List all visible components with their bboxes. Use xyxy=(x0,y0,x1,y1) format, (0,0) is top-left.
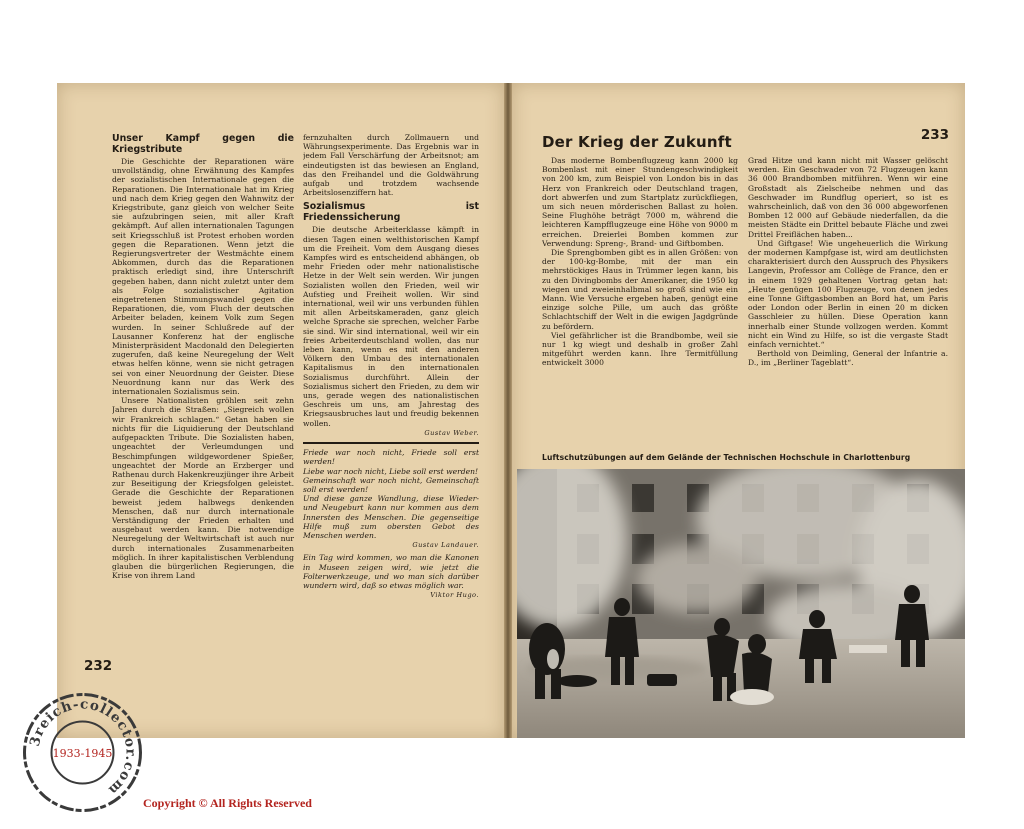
paragraph: Die deutsche Arbeiterklasse kämpft in diesen Tagen einen welthistorischen Kampf um die Freiheit. Vom dem Ausgang dieses Kampfes wird es entscheidend abhängen, ob mehr Frieden oder mehr nationalistische Hetze in der Welt sein werden. Wir jungen Sozialisten wollen den Frieden, weil wir Aufstieg und Freiheit wollen. Wir sind international, weil wir uns verbunden fühlen mit allen Arbeitskameraden, ganz gleich welche Sprache sie sprechen, welcher Farbe sie sind. Wir sind international, weil wir ein freies Arbeiterdeutschland wollen, das nur leben kann, wenn es mit den anderen Völkern den Umbau des internationalen Kapitalismus in den internationalen Sozialismus durchführt. Allein der Sozialismus sichert den Frieden, zu dem wir uns, gerade wegen des nationalistischen Geschreis um uns, am Jahrestag des Kriegsausbruches laut und freudig bekennen wollen. xyxy=(303,225,479,428)
quote-line: Gemeinschaft war noch nicht, Gemeinschaft soll erst werden! xyxy=(303,475,479,494)
photo-illustration xyxy=(517,469,965,738)
quote-line: Und diese ganze Wandlung, diese Wieder- und Neugeburt kann nur kommen aus dem Innersten des Menschen. Die gegenseitige Hilfe muß zum obersten Gebot des Menschen werden. xyxy=(303,494,479,540)
signature: Gustav Weber. xyxy=(424,428,479,437)
quote-line: Ein Tag wird kommen, wo man die Kanonen in Museen zeigen wird, wie jetzt die Folterwerkzeuge, und wo man sich darüber wundern wird, daß so etwas möglich war. xyxy=(303,553,479,590)
left-column-1 xyxy=(112,133,294,715)
divider xyxy=(303,442,479,444)
attribution: Berthold von Deimling, General der Infantrie a. D., im „Berliner Tageblatt“. xyxy=(748,349,948,368)
page-number: 233 xyxy=(920,127,949,143)
stamp-ring-text: 3reich-collector.com xyxy=(26,696,139,799)
paragraph: Und Giftgase! Wie ungeheuerlich die Wirkung der modernen Kampfgase ist, wird am deutlichsten charakterisiert durch den Ausspruch des Physikers Langevin, Professor am Collège de France, den er in einem 1929 gehaltenen Vortrag getan hat: „Heute genügen 100 Flugzeuge, von denen jedes eine Tonne Giftgasbomben an Bord hat, um Paris oder London oder Berlin in einen 20 m dicken Gasschleier zu hüllen. Diese Operation kann innerhalb einer Stunde vollzogen werden. Kommt nicht ein Wind zu Hilfe, so ist die vergaste Stadt einfach vernichtet.“ xyxy=(748,238,948,350)
paragraph: Unsere Nationalisten gröhlen seit zehn Jahren durch die Straßen: „Siegreich wollen wir Frankreich schlagen.“ Getan haben sie nichts für die Liquidierung der Deutschland aufgepackten Tribute. Die Sozialisten haben, ungeachtet der Verleumdungen und Beschimpfungen wildgewordener Spießer, ungeachtet der Morde an Erzberger und Rathenau durch Hakenkreuzjünger ihre Arbeit zur Beseitigung der Kriegsfolgen geleistet. Gerade die Geschichte der Reparationen beweist jedem halbwegs denkenden Menschen, daß nur durch internationale Verständigung der Frieden erhalten und ausgebaut werden kann. Die notwendige Neuregelung der Weltwirtschaft ist auch nur durch internationales Zusammenarbeiten möglich. In ihrer kapitalistischen Verblendung glauben die bürgerlichen Regierungen, die Krise von ihrem Land xyxy=(112,396,294,581)
paragraph: Grad Hitze und kann nicht mit Wasser gelöscht werden. Ein Geschwader von 72 Flugzeugen kann 36 000 Brandbomben mitführen. Wenn wir eine Großstadt als Zielscheibe nehmen und das Geschwader im Rundflug operiert, so ist es wahrscheinlich, daß von den 36 000 abgeworfenen Bomben 12 000 auf Gebäude niederfallen, da die meisten Städte ein Drittel bebaute Fläche und zwei Drittel Freiflächen haben... xyxy=(748,156,948,239)
section-heading: Unser Kampf gegen die Kriegstribute xyxy=(112,133,294,155)
left-page xyxy=(57,83,504,738)
paragraph: fernzuhalten durch Zollmauern und Währungsexperimente. Das Ergebnis war in jedem Fall Verschärfung der Arbeitsnot; am eindeutigsten ist das bewiesen an England, das den Freihandel und die Goldwährung aufgab und trotzdem wachsende Arbeitslosenziffern hat. xyxy=(303,133,479,198)
page-number: 232 xyxy=(84,658,113,674)
quote-line: Friede war noch nicht, Friede soll erst werden! xyxy=(303,448,479,467)
booklet-spread xyxy=(57,83,965,738)
quote-line: Liebe war noch nicht, Liebe soll erst werden! xyxy=(303,466,479,476)
quote-author: Viktor Hugo. xyxy=(430,591,479,600)
right-page xyxy=(512,83,965,738)
right-column-2 xyxy=(748,156,948,446)
section-heading: Sozialismus ist Friedenssicherung xyxy=(303,201,479,224)
left-column-2 xyxy=(303,133,479,733)
collector-stamp xyxy=(20,690,145,815)
quote-author: Gustav Landauer. xyxy=(412,541,479,550)
quote-block xyxy=(303,448,479,600)
paragraph: Das moderne Bombenflugzeug kann 2000 kg Bombenlast mit einer Stundengeschwindigkeit von 200 km, zum Beispiel von London bis in das Herz von Frankreich oder Deutschland tragen, dort abwerfen und zum Startplatz zurückfliegen, um sich neuen mörderischen Ballast zu holen. Seine Flughöhe beträgt 7000 m, während die leichteren Kampfflugzeuge eine Höhe von 9000 m erreichen. Dreierlei Bomben kommen zur Verwendung: Spreng-, Brand- und Giftbomben. xyxy=(542,156,738,248)
photo-caption: Luftschutzübungen auf dem Gelände der Technischen Hochschule in Charlottenburg xyxy=(542,453,911,462)
book-gutter xyxy=(504,83,512,738)
stamp-years: 1933-1945 xyxy=(52,747,113,760)
paragraph: Viel gefährlicher ist die Brandbombe, weil sie nur 1 kg wiegt und deshalb in großer Zahl mitgeführt werden kann. Ihre Termitfüllung entwickelt 3000 xyxy=(542,330,738,368)
article-title: Der Krieg der Zukunft xyxy=(542,133,732,151)
right-column-1 xyxy=(542,156,738,446)
paragraph: Die Geschichte der Reparationen wäre unvollständig, ohne Erwähnung des Kampfes der sozialistischen Internationale gegen die Reparationen. Die Internationale hat im Krieg und nach dem Krieg gegen den Wahnwitz der Kriegstribute, ganz gleich von welcher Seite sie aufzubringen seien, mit aller Kraft gekämpft. Auf allen internationalen Tagungen seit Kriegsschluß ist Protest erhoben worden gegen die Reparationen. Wenn jetzt die Regierungsvertreter der Westmächte einem Abkommen, durch das die Reparationen praktisch erledigt sind, ihre Unterschrift gegeben haben, dann nicht zuletzt unter dem als Folge sozialistischer Agitation eingetretenen Stimmungswandel gegen die Reparationen, die, vom Fluch der deutschen Arbeiter beladen, keinem Volk zum Segen wurden. In seiner Schlußrede auf der Lausanner Konferenz hat der englische Ministerpräsident Macdonald den Delegierten zugerufen, daß keine Neuregelung der Welt etwas helfen könne, wenn sie nicht getragen sei von einer Neuordnung der Geister. Diese Neuordnung kann nur das Werk des internationalen Sozialismus sein. xyxy=(112,157,294,397)
paragraph: Die Sprengbomben gibt es in allen Größen: von der 100-kg-Bombe, mit der man ein mehrstöckiges Haus in Trümmer legen kann, bis zu den Divingbombs der Amerikaner, die 1950 kg wiegen und zweieinhalbmal so groß sind wie ein Mann. Wie Versuche ergeben haben, genügt eine einzige solche Pille, um auch das größte Schlachtschiff der Welt in die ewigen Jagdgründe zu befördern. xyxy=(542,248,738,331)
air-raid-drill-photo xyxy=(517,469,965,738)
copyright-notice: Copyright © All Rights Reserved xyxy=(143,796,312,810)
